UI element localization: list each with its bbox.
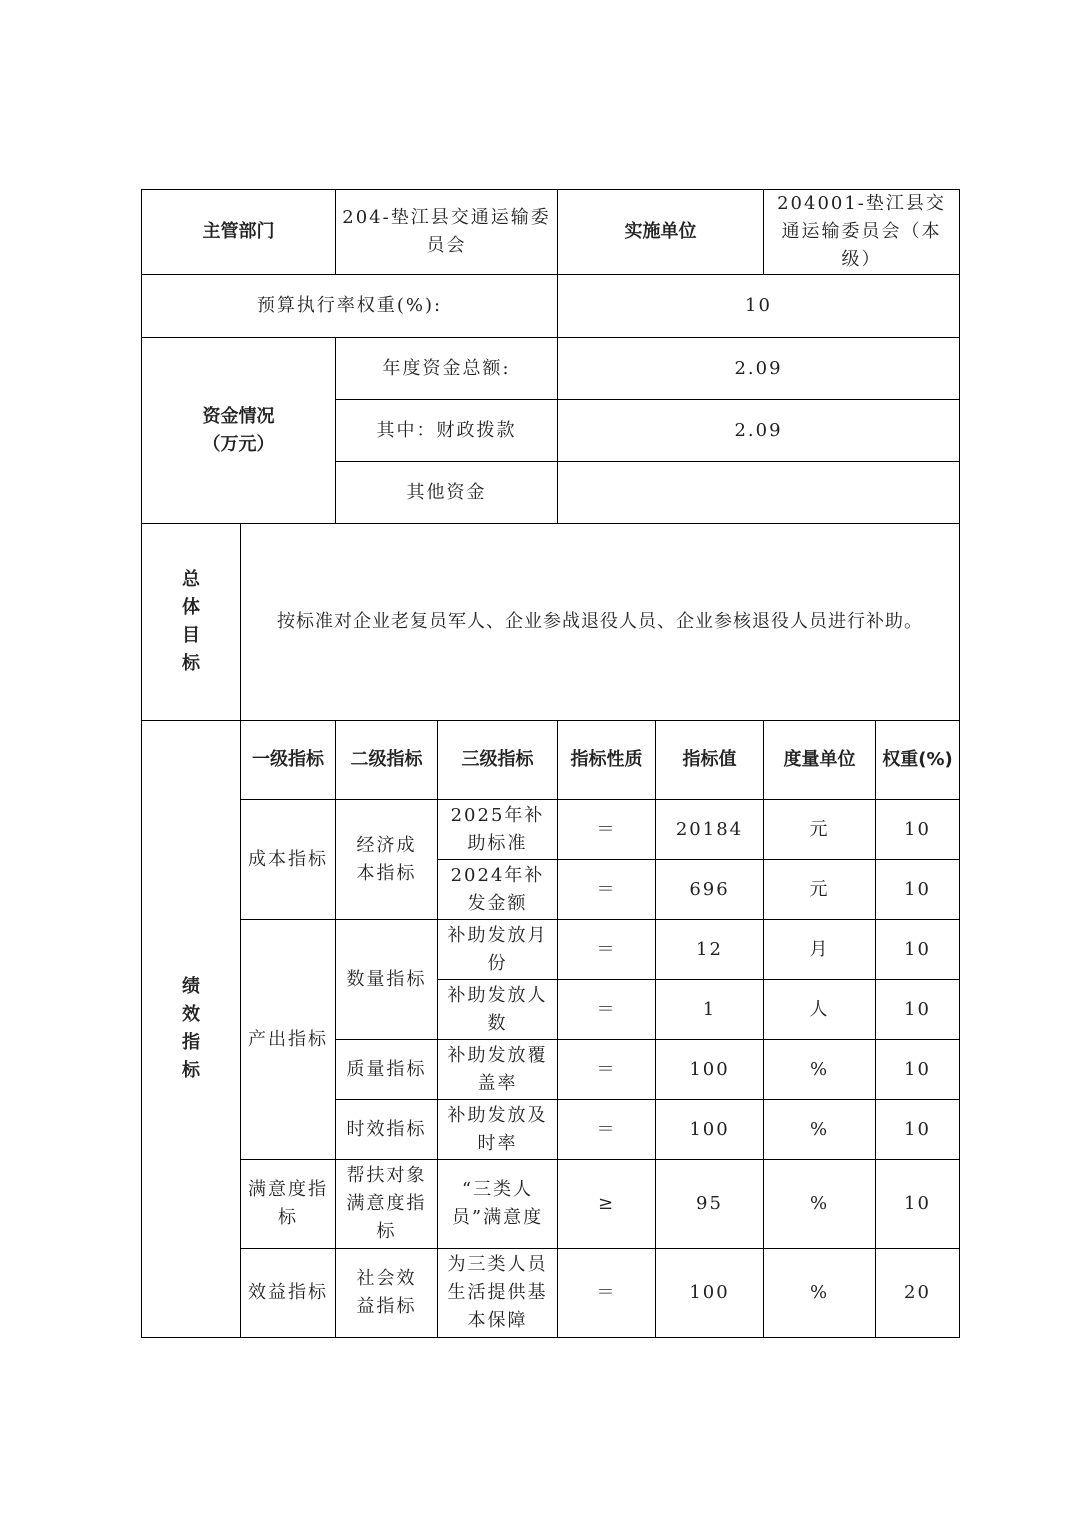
col-header: 指标性质 (557, 720, 656, 800)
indicator-weight: 10 (875, 1099, 960, 1160)
indicator-unit: 元 (763, 859, 876, 920)
indicator-op: ＝ (557, 1248, 656, 1338)
unit-label: 实施单位 (557, 189, 764, 275)
budget-rate-label: 预算执行率权重(%): (141, 274, 558, 338)
l2-cost: 经济成本指标 (335, 799, 438, 920)
l2-benefit: 社会效益指标 (335, 1248, 438, 1338)
l2-quality: 质量指标 (335, 1039, 438, 1100)
unit-value: 204001-垫江县交通运输委员会（本级） (763, 189, 960, 275)
indicator-value: 100 (655, 1039, 764, 1100)
funds-fiscal-label: 其中：财政拨款 (335, 399, 558, 462)
col-header: 度量单位 (763, 720, 876, 800)
l1-satisfaction: 满意度指标 (240, 1159, 336, 1249)
indicator-value: 20184 (655, 799, 764, 860)
indicator-l3: 2024年补发金额 (437, 859, 558, 920)
indicator-weight: 10 (875, 799, 960, 860)
indicator-op: ＝ (557, 979, 656, 1040)
indicator-l3: 补助发放覆盖率 (437, 1039, 558, 1100)
l1-output: 产出指标 (240, 919, 336, 1160)
l2-time: 时效指标 (335, 1099, 438, 1160)
funds-other-label: 其他资金 (335, 461, 558, 524)
goal-label-text: 总体目标 (182, 569, 200, 674)
indicator-unit: % (763, 1099, 876, 1160)
budget-rate-value: 10 (557, 274, 960, 338)
indicator-unit: % (763, 1248, 876, 1338)
indicator-l3: 2025年补助标准 (437, 799, 558, 860)
indicator-weight: 20 (875, 1248, 960, 1338)
indicator-value: 100 (655, 1099, 764, 1160)
l2-satisfaction: 帮扶对象满意度指标 (335, 1159, 438, 1249)
dept-label: 主管部门 (141, 189, 336, 275)
indicator-unit: 元 (763, 799, 876, 860)
dept-value: 204-垫江县交通运输委员会 (335, 189, 558, 275)
indicator-l3: 补助发放人数 (437, 979, 558, 1040)
perf-label-text: 绩效指标 (182, 976, 200, 1081)
indicator-value: 95 (655, 1159, 764, 1249)
indicator-unit: 人 (763, 979, 876, 1040)
indicator-weight: 10 (875, 859, 960, 920)
indicator-value: 100 (655, 1248, 764, 1338)
col-header: 三级指标 (437, 720, 558, 800)
indicator-value: 696 (655, 859, 764, 920)
funds-total-label: 年度资金总额: (335, 337, 558, 400)
indicator-l3: 为三类人员生活提供基本保障 (437, 1248, 558, 1338)
indicator-op: ＝ (557, 1039, 656, 1100)
indicator-op: ≥ (557, 1159, 656, 1249)
indicator-op: ＝ (557, 919, 656, 980)
indicator-unit: 月 (763, 919, 876, 980)
goal-label (141, 523, 241, 721)
l1-benefit: 效益指标 (240, 1248, 336, 1338)
col-header: 二级指标 (335, 720, 438, 800)
indicator-unit: % (763, 1039, 876, 1100)
col-header: 指标值 (655, 720, 764, 800)
l1-cost: 成本指标 (240, 799, 336, 920)
funds-total-value: 2.09 (557, 337, 960, 400)
funds-label: 资金情况（万元） (141, 337, 336, 524)
indicator-op: ＝ (557, 799, 656, 860)
indicator-l3: 补助发放月份 (437, 919, 558, 980)
indicator-value: 1 (655, 979, 764, 1040)
col-header: 权重(%) (875, 720, 960, 800)
col-header: 一级指标 (240, 720, 336, 800)
perf-label (141, 720, 241, 1338)
indicator-op: ＝ (557, 859, 656, 920)
indicator-weight: 10 (875, 919, 960, 980)
indicator-l3: 补助发放及时率 (437, 1099, 558, 1160)
indicator-weight: 10 (875, 1159, 960, 1249)
indicator-l3: “三类人员”满意度 (437, 1159, 558, 1249)
indicator-op: ＝ (557, 1099, 656, 1160)
l2-quantity: 数量指标 (335, 919, 438, 1040)
goal-text: 按标准对企业老复员军人、企业参战退役人员、企业参核退役人员进行补助。 (240, 523, 960, 721)
indicator-value: 12 (655, 919, 764, 980)
indicator-weight: 10 (875, 1039, 960, 1100)
indicator-weight: 10 (875, 979, 960, 1040)
funds-fiscal-value: 2.09 (557, 399, 960, 462)
indicator-unit: % (763, 1159, 876, 1249)
funds-other-value (557, 461, 960, 524)
